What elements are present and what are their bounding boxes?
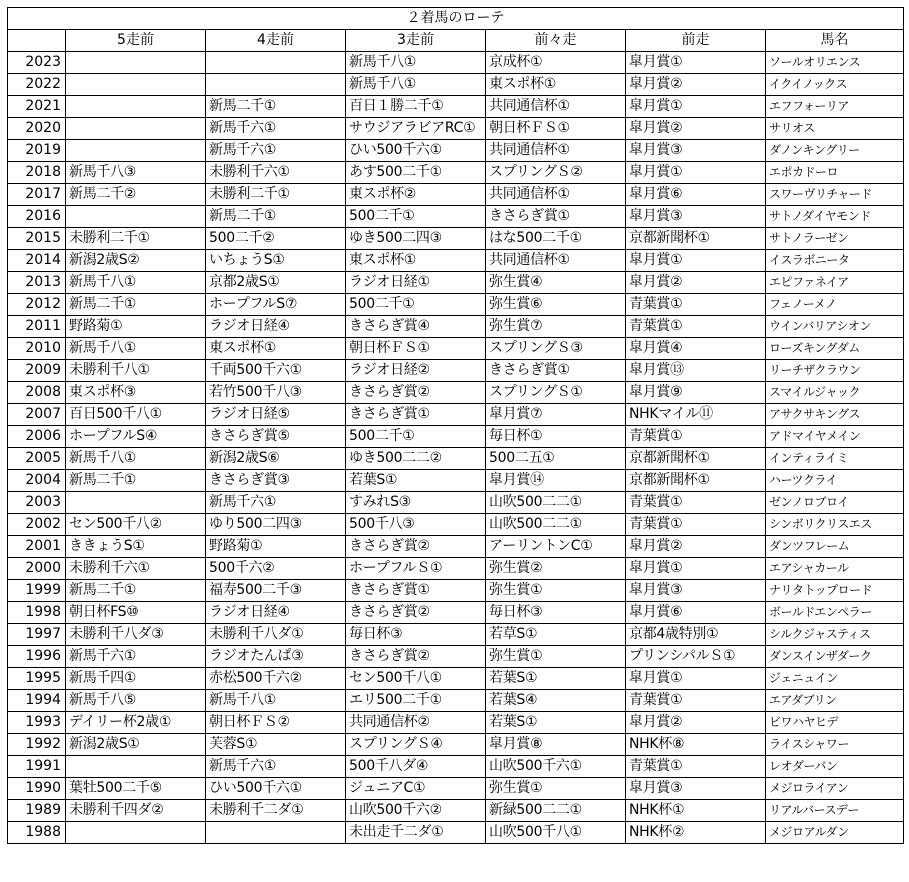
race-5-ago-cell[interactable]: ききょうS①	[66, 536, 206, 558]
table-row	[8, 96, 904, 118]
race-5-ago-cell[interactable]: 未勝利千四ダ②	[66, 800, 206, 822]
table-row	[8, 602, 904, 624]
race-4-ago-cell[interactable]: ラジオ日経④	[206, 316, 346, 338]
horse-name-cell[interactable]: ウインバリアシオン	[766, 316, 904, 338]
header-3-races-ago[interactable]: 3走前	[346, 30, 486, 52]
race-3-ago-cell[interactable]: きさらぎ賞②	[346, 382, 486, 404]
race-4-ago-cell[interactable]: 新馬千八①	[206, 690, 346, 712]
horse-name-cell[interactable]: エアシャカール	[766, 558, 904, 580]
race-3-ago-cell[interactable]: ひい500千六①	[346, 140, 486, 162]
year-cell[interactable]: 2018	[8, 162, 66, 184]
table-row	[8, 250, 904, 272]
table-row	[8, 624, 904, 646]
race-4-ago-cell[interactable]: 未勝利千二ダ①	[206, 800, 346, 822]
race-2-ago-cell[interactable]: 若葉S④	[486, 690, 626, 712]
horse-name-cell[interactable]: シンボリクリスエス	[766, 514, 904, 536]
race-5-ago-cell[interactable]: 未勝利千八ダ③	[66, 624, 206, 646]
previous-race-cell[interactable]: 皐月賞①	[626, 96, 766, 118]
previous-race-cell[interactable]: 皐月賞②	[626, 272, 766, 294]
horse-name-cell[interactable]: ダンツフレーム	[766, 536, 904, 558]
previous-race-cell[interactable]: NHK杯②	[626, 822, 766, 844]
horse-name-cell[interactable]: ソールオリエンス	[766, 52, 904, 74]
year-cell[interactable]: 1988	[8, 822, 66, 844]
horse-name-cell[interactable]: ゼンノロブロイ	[766, 492, 904, 514]
race-4-ago-cell[interactable]: 未勝利千八ダ①	[206, 624, 346, 646]
race-5-ago-cell[interactable]: 新潟2歳S①	[66, 734, 206, 756]
race-3-ago-cell[interactable]: ラジオ日経②	[346, 360, 486, 382]
horse-name-cell[interactable]: ダノンキングリー	[766, 140, 904, 162]
race-3-ago-cell[interactable]: スプリングＳ④	[346, 734, 486, 756]
table-row	[8, 646, 904, 668]
race-2-ago-cell[interactable]: 東スポ杯①	[486, 74, 626, 96]
table-row	[8, 360, 904, 382]
race-5-ago-cell[interactable]	[66, 118, 206, 140]
year-cell[interactable]: 2020	[8, 118, 66, 140]
year-cell[interactable]: 1991	[8, 756, 66, 778]
horse-name-cell[interactable]: サトノラーゼン	[766, 228, 904, 250]
race-3-ago-cell[interactable]: ラジオ日経①	[346, 272, 486, 294]
race-2-ago-cell[interactable]: 若葉S①	[486, 668, 626, 690]
horse-name-cell[interactable]: レオダーバン	[766, 756, 904, 778]
race-2-ago-cell[interactable]: 毎日杯③	[486, 602, 626, 624]
header-5-races-ago[interactable]: 5走前	[66, 30, 206, 52]
race-4-ago-cell[interactable]: 新馬二千①	[206, 96, 346, 118]
race-4-ago-cell[interactable]: 福寿500二千③	[206, 580, 346, 602]
race-5-ago-cell[interactable]: 新馬千八①	[66, 272, 206, 294]
race-2-ago-cell[interactable]: きさらぎ賞①	[486, 360, 626, 382]
race-2-ago-cell[interactable]: 山吹500二二①	[486, 514, 626, 536]
race-5-ago-cell[interactable]	[66, 52, 206, 74]
race-2-ago-cell[interactable]: 山吹500二二①	[486, 492, 626, 514]
previous-race-cell[interactable]: 青葉賞①	[626, 294, 766, 316]
race-4-ago-cell[interactable]: 未勝利二千①	[206, 184, 346, 206]
previous-race-cell[interactable]: プリンシパルＳ①	[626, 646, 766, 668]
table-row	[8, 492, 904, 514]
race-4-ago-cell[interactable]: 新潟2歳S⑥	[206, 448, 346, 470]
previous-race-cell[interactable]: NHK杯①	[626, 800, 766, 822]
race-2-ago-cell[interactable]: 弥生賞⑥	[486, 294, 626, 316]
year-cell[interactable]: 2008	[8, 382, 66, 404]
race-2-ago-cell[interactable]: 弥生賞①	[486, 778, 626, 800]
horse-name-cell[interactable]: エポカドーロ	[766, 162, 904, 184]
race-2-ago-cell[interactable]: 共同通信杯①	[486, 140, 626, 162]
race-5-ago-cell[interactable]: 葉牡500二千⑤	[66, 778, 206, 800]
race-3-ago-cell[interactable]: 未出走千二ダ①	[346, 822, 486, 844]
previous-race-cell[interactable]: 皐月賞③	[626, 140, 766, 162]
race-5-ago-cell[interactable]	[66, 822, 206, 844]
race-2-ago-cell[interactable]: 皐月賞⑧	[486, 734, 626, 756]
year-cell[interactable]: 1998	[8, 602, 66, 624]
race-4-ago-cell[interactable]: 芙蓉S①	[206, 734, 346, 756]
race-3-ago-cell[interactable]: 山吹500千六②	[346, 800, 486, 822]
race-5-ago-cell[interactable]: 新馬千四①	[66, 668, 206, 690]
horse-name-cell[interactable]: エフフォーリア	[766, 96, 904, 118]
table-row	[8, 778, 904, 800]
previous-race-cell[interactable]: 京都新聞杯①	[626, 228, 766, 250]
horse-name-cell[interactable]: ビワハヤヒデ	[766, 712, 904, 734]
year-cell[interactable]: 2017	[8, 184, 66, 206]
horse-name-cell[interactable]: エアダブリン	[766, 690, 904, 712]
race-5-ago-cell[interactable]: 百日500千八①	[66, 404, 206, 426]
race-3-ago-cell[interactable]: ゆき500二四③	[346, 228, 486, 250]
race-2-ago-cell[interactable]: 皐月賞⑦	[486, 404, 626, 426]
year-cell[interactable]: 2004	[8, 470, 66, 492]
race-5-ago-cell[interactable]: 新馬千六①	[66, 646, 206, 668]
race-5-ago-cell[interactable]: 新馬二千①	[66, 294, 206, 316]
table-row	[8, 52, 904, 74]
race-2-ago-cell[interactable]: 京成杯①	[486, 52, 626, 74]
race-4-ago-cell[interactable]: 赤松500千六②	[206, 668, 346, 690]
race-4-ago-cell[interactable]: ゆり500二四③	[206, 514, 346, 536]
race-4-ago-cell[interactable]	[206, 74, 346, 96]
year-cell[interactable]: 2019	[8, 140, 66, 162]
race-3-ago-cell[interactable]: ホープフルＳ①	[346, 558, 486, 580]
race-4-ago-cell[interactable]: 若竹500千八③	[206, 382, 346, 404]
race-4-ago-cell[interactable]: きさらぎ賞⑤	[206, 426, 346, 448]
previous-race-cell[interactable]: 皐月賞②	[626, 74, 766, 96]
race-4-ago-cell[interactable]: 新馬二千①	[206, 206, 346, 228]
table-row	[8, 162, 904, 184]
race-5-ago-cell[interactable]: 新馬二千②	[66, 184, 206, 206]
previous-race-cell[interactable]: 皐月賞①	[626, 558, 766, 580]
table-row	[8, 338, 904, 360]
race-3-ago-cell[interactable]: ジュニアC①	[346, 778, 486, 800]
previous-race-cell[interactable]: 皐月賞①	[626, 250, 766, 272]
race-5-ago-cell[interactable]	[66, 96, 206, 118]
race-2-ago-cell[interactable]: スプリングＳ①	[486, 382, 626, 404]
race-3-ago-cell[interactable]: 500千八ダ④	[346, 756, 486, 778]
header-year[interactable]	[8, 30, 66, 52]
race-4-ago-cell[interactable]: 500二千②	[206, 228, 346, 250]
table-row	[8, 448, 904, 470]
race-3-ago-cell[interactable]: セン500千八①	[346, 668, 486, 690]
year-cell[interactable]: 1995	[8, 668, 66, 690]
year-cell[interactable]: 2021	[8, 96, 66, 118]
year-cell[interactable]: 2006	[8, 426, 66, 448]
race-5-ago-cell[interactable]	[66, 140, 206, 162]
race-4-ago-cell[interactable]	[206, 52, 346, 74]
previous-race-cell[interactable]: 青葉賞①	[626, 756, 766, 778]
race-3-ago-cell[interactable]: あす500二千①	[346, 162, 486, 184]
year-cell[interactable]: 2001	[8, 536, 66, 558]
race-2-ago-cell[interactable]: はな500二千①	[486, 228, 626, 250]
race-3-ago-cell[interactable]: エリ500二千①	[346, 690, 486, 712]
previous-race-cell[interactable]: 皐月賞③	[626, 778, 766, 800]
previous-race-cell[interactable]: 皐月賞①	[626, 668, 766, 690]
horse-name-cell[interactable]: アドマイヤメイン	[766, 426, 904, 448]
previous-race-cell[interactable]: 皐月賞②	[626, 118, 766, 140]
table-row	[8, 536, 904, 558]
race-2-ago-cell[interactable]: 山吹500千八①	[486, 822, 626, 844]
previous-race-cell[interactable]: 皐月賞④	[626, 338, 766, 360]
horse-name-cell[interactable]: ローズキングダム	[766, 338, 904, 360]
table-row	[8, 404, 904, 426]
year-cell[interactable]: 1992	[8, 734, 66, 756]
race-5-ago-cell[interactable]: 朝日杯FS⑩	[66, 602, 206, 624]
race-3-ago-cell[interactable]: 新馬千八①	[346, 74, 486, 96]
previous-race-cell[interactable]: 皐月賞⑥	[626, 602, 766, 624]
previous-race-cell[interactable]: 青葉賞①	[626, 690, 766, 712]
race-5-ago-cell[interactable]: 新馬千八⑤	[66, 690, 206, 712]
race-4-ago-cell[interactable]: 500千六②	[206, 558, 346, 580]
table-title[interactable]: ２着馬のローテ	[8, 8, 904, 30]
race-5-ago-cell[interactable]: デイリー杯2歳①	[66, 712, 206, 734]
race-3-ago-cell[interactable]: 百日１勝二千①	[346, 96, 486, 118]
race-2-ago-cell[interactable]: 朝日杯ＦＳ①	[486, 118, 626, 140]
table-row	[8, 580, 904, 602]
previous-race-cell[interactable]: 皐月賞②	[626, 712, 766, 734]
previous-race-cell[interactable]: 青葉賞①	[626, 514, 766, 536]
horse-name-cell[interactable]: ボールドエンペラー	[766, 602, 904, 624]
year-cell[interactable]: 1989	[8, 800, 66, 822]
race-2-ago-cell[interactable]: 若草S①	[486, 624, 626, 646]
race-2-ago-cell[interactable]: 毎日杯①	[486, 426, 626, 448]
year-cell[interactable]: 2023	[8, 52, 66, 74]
previous-race-cell[interactable]: 皐月賞②	[626, 536, 766, 558]
table-row	[8, 206, 904, 228]
previous-race-cell[interactable]: 皐月賞⑬	[626, 360, 766, 382]
previous-race-cell[interactable]: 皐月賞③	[626, 580, 766, 602]
race-3-ago-cell[interactable]: サウジアラビアRC①	[346, 118, 486, 140]
race-2-ago-cell[interactable]: 弥生賞④	[486, 272, 626, 294]
race-2-ago-cell[interactable]: 皐月賞⑭	[486, 470, 626, 492]
race-3-ago-cell[interactable]: 朝日杯ＦＳ①	[346, 338, 486, 360]
race-4-ago-cell[interactable]: 野路菊①	[206, 536, 346, 558]
table-row	[8, 756, 904, 778]
previous-race-cell[interactable]: 皐月賞①	[626, 52, 766, 74]
horse-name-cell[interactable]: ハーツクライ	[766, 470, 904, 492]
race-3-ago-cell[interactable]: 500千八③	[346, 514, 486, 536]
race-4-ago-cell[interactable]: いちょうS①	[206, 250, 346, 272]
horse-name-cell[interactable]: エピファネイア	[766, 272, 904, 294]
race-2-ago-cell[interactable]: スプリングＳ③	[486, 338, 626, 360]
race-4-ago-cell[interactable]: ラジオ日経④	[206, 602, 346, 624]
table-row	[8, 74, 904, 96]
horse-name-cell[interactable]: サトノダイヤモンド	[766, 206, 904, 228]
year-cell[interactable]: 2013	[8, 272, 66, 294]
race-5-ago-cell[interactable]: 新馬千八①	[66, 338, 206, 360]
race-2-ago-cell[interactable]: 共同通信杯①	[486, 96, 626, 118]
horse-name-cell[interactable]: スワーヴリチャード	[766, 184, 904, 206]
race-5-ago-cell[interactable]: 新馬千八③	[66, 162, 206, 184]
race-4-ago-cell[interactable]: 未勝利千六①	[206, 162, 346, 184]
year-cell[interactable]: 2015	[8, 228, 66, 250]
horse-name-cell[interactable]: シルクジャスティス	[766, 624, 904, 646]
table-row	[8, 294, 904, 316]
race-3-ago-cell[interactable]: すみれS③	[346, 492, 486, 514]
horse-name-cell[interactable]: スマイルジャック	[766, 382, 904, 404]
race-4-ago-cell[interactable]: ひい500千六①	[206, 778, 346, 800]
race-4-ago-cell[interactable]: 新馬千六①	[206, 140, 346, 162]
year-cell[interactable]: 2007	[8, 404, 66, 426]
race-5-ago-cell[interactable]: 新潟2歳S②	[66, 250, 206, 272]
race-3-ago-cell[interactable]: 若葉S①	[346, 470, 486, 492]
race-3-ago-cell[interactable]: きさらぎ賞②	[346, 536, 486, 558]
race-5-ago-cell[interactable]: 未勝利二千①	[66, 228, 206, 250]
table-row	[8, 140, 904, 162]
horse-name-cell[interactable]: イクイノックス	[766, 74, 904, 96]
horse-name-cell[interactable]: リアルバースデー	[766, 800, 904, 822]
race-3-ago-cell[interactable]: 東スポ杯①	[346, 250, 486, 272]
year-cell[interactable]: 2016	[8, 206, 66, 228]
header-horse-name[interactable]: 馬名	[766, 30, 904, 52]
year-cell[interactable]: 2011	[8, 316, 66, 338]
table-row	[8, 690, 904, 712]
race-3-ago-cell[interactable]: きさらぎ賞②	[346, 646, 486, 668]
horse-name-cell[interactable]: ジェニュイン	[766, 668, 904, 690]
previous-race-cell[interactable]: 皐月賞⑥	[626, 184, 766, 206]
table-row	[8, 800, 904, 822]
race-5-ago-cell[interactable]: ホープフルS④	[66, 426, 206, 448]
horse-name-cell[interactable]: フェノーメノ	[766, 294, 904, 316]
race-2-ago-cell[interactable]: 弥生賞⑦	[486, 316, 626, 338]
horse-name-cell[interactable]: ナリタトップロード	[766, 580, 904, 602]
race-5-ago-cell[interactable]: 東スポ杯③	[66, 382, 206, 404]
previous-race-cell[interactable]: 青葉賞①	[626, 316, 766, 338]
previous-race-cell[interactable]: 京都新聞杯①	[626, 448, 766, 470]
year-cell[interactable]: 2003	[8, 492, 66, 514]
race-2-ago-cell[interactable]: 500二五①	[486, 448, 626, 470]
previous-race-cell[interactable]: 皐月賞①	[626, 162, 766, 184]
year-cell[interactable]: 1996	[8, 646, 66, 668]
table-row	[8, 228, 904, 250]
horse-name-cell[interactable]: インティライミ	[766, 448, 904, 470]
table-row	[8, 382, 904, 404]
race-4-ago-cell[interactable]: 新馬千六①	[206, 118, 346, 140]
horse-name-cell[interactable]: ライスシャワー	[766, 734, 904, 756]
previous-race-cell[interactable]: 青葉賞①	[626, 492, 766, 514]
previous-race-cell[interactable]: 皐月賞③	[626, 206, 766, 228]
horse-name-cell[interactable]: メジロライアン	[766, 778, 904, 800]
previous-race-cell[interactable]: 青葉賞①	[626, 426, 766, 448]
year-cell[interactable]: 2012	[8, 294, 66, 316]
race-3-ago-cell[interactable]: 共同通信杯②	[346, 712, 486, 734]
horse-name-cell[interactable]: リーチザクラウン	[766, 360, 904, 382]
header-4-races-ago[interactable]: 4走前	[206, 30, 346, 52]
year-cell[interactable]: 1999	[8, 580, 66, 602]
race-4-ago-cell[interactable]: 東スポ杯①	[206, 338, 346, 360]
race-2-ago-cell[interactable]: 新緑500二二①	[486, 800, 626, 822]
header-row	[8, 30, 904, 52]
race-4-ago-cell[interactable]: ラジオ日経⑤	[206, 404, 346, 426]
race-2-ago-cell[interactable]: 若葉S①	[486, 712, 626, 734]
race-5-ago-cell[interactable]: 新馬二千①	[66, 470, 206, 492]
race-2-ago-cell[interactable]: 山吹500千六①	[486, 756, 626, 778]
race-3-ago-cell[interactable]: 500二千①	[346, 294, 486, 316]
table-row	[8, 558, 904, 580]
year-cell[interactable]: 1993	[8, 712, 66, 734]
previous-race-cell[interactable]: NHKマイル⑪	[626, 404, 766, 426]
previous-race-cell[interactable]: 京都4歳特別①	[626, 624, 766, 646]
horse-name-cell[interactable]: メジロアルダン	[766, 822, 904, 844]
race-2-ago-cell[interactable]: 弥生賞①	[486, 646, 626, 668]
year-cell[interactable]: 2010	[8, 338, 66, 360]
race-3-ago-cell[interactable]: 毎日杯③	[346, 624, 486, 646]
table-row	[8, 272, 904, 294]
year-cell[interactable]: 2000	[8, 558, 66, 580]
table-row	[8, 184, 904, 206]
race-5-ago-cell[interactable]: 未勝利千八①	[66, 360, 206, 382]
race-2-ago-cell[interactable]: 共同通信杯①	[486, 250, 626, 272]
previous-race-cell[interactable]: 皐月賞⑨	[626, 382, 766, 404]
header-previous-race[interactable]: 前走	[626, 30, 766, 52]
race-5-ago-cell[interactable]: 未勝利千六①	[66, 558, 206, 580]
race-4-ago-cell[interactable]: 新馬千六①	[206, 756, 346, 778]
table-row	[8, 822, 904, 844]
year-cell[interactable]: 1994	[8, 690, 66, 712]
race-3-ago-cell[interactable]: きさらぎ賞②	[346, 602, 486, 624]
table-row	[8, 514, 904, 536]
previous-race-cell[interactable]: 京都新聞杯①	[626, 470, 766, 492]
table-row	[8, 470, 904, 492]
year-cell[interactable]: 2022	[8, 74, 66, 96]
race-4-ago-cell[interactable]	[206, 822, 346, 844]
race-4-ago-cell[interactable]: 千両500千六①	[206, 360, 346, 382]
race-4-ago-cell[interactable]: ホープフルS⑦	[206, 294, 346, 316]
race-3-ago-cell[interactable]: きさらぎ賞④	[346, 316, 486, 338]
race-5-ago-cell[interactable]: セン500千八②	[66, 514, 206, 536]
race-4-ago-cell[interactable]: 朝日杯ＦＳ②	[206, 712, 346, 734]
race-2-ago-cell[interactable]: スプリングＳ②	[486, 162, 626, 184]
race-5-ago-cell[interactable]: 新馬千八①	[66, 448, 206, 470]
year-cell[interactable]: 1997	[8, 624, 66, 646]
race-5-ago-cell[interactable]	[66, 492, 206, 514]
race-2-ago-cell[interactable]: きさらぎ賞①	[486, 206, 626, 228]
table-row	[8, 426, 904, 448]
race-5-ago-cell[interactable]	[66, 206, 206, 228]
race-2-ago-cell[interactable]: アーリントンC①	[486, 536, 626, 558]
header-2-races-ago[interactable]: 前々走	[486, 30, 626, 52]
race-4-ago-cell[interactable]: ラジオたんぱ③	[206, 646, 346, 668]
race-3-ago-cell[interactable]: 500二千①	[346, 206, 486, 228]
rotation-table	[7, 7, 904, 844]
horse-name-cell[interactable]: イスラボニータ	[766, 250, 904, 272]
race-3-ago-cell[interactable]: きさらぎ賞①	[346, 404, 486, 426]
race-5-ago-cell[interactable]: 野路菊①	[66, 316, 206, 338]
table-row	[8, 118, 904, 140]
race-5-ago-cell[interactable]	[66, 74, 206, 96]
year-cell[interactable]: 1990	[8, 778, 66, 800]
race-4-ago-cell[interactable]: 新馬千六①	[206, 492, 346, 514]
race-2-ago-cell[interactable]: 弥生賞②	[486, 558, 626, 580]
table-row	[8, 668, 904, 690]
table-row	[8, 316, 904, 338]
horse-name-cell[interactable]: アサクサキングス	[766, 404, 904, 426]
race-3-ago-cell[interactable]: 新馬千八①	[346, 52, 486, 74]
year-cell[interactable]: 2009	[8, 360, 66, 382]
year-cell[interactable]: 2014	[8, 250, 66, 272]
race-4-ago-cell[interactable]: 京都2歳S①	[206, 272, 346, 294]
race-4-ago-cell[interactable]: きさらぎ賞③	[206, 470, 346, 492]
race-3-ago-cell[interactable]: きさらぎ賞①	[346, 580, 486, 602]
race-2-ago-cell[interactable]: 弥生賞①	[486, 580, 626, 602]
race-2-ago-cell[interactable]: 共同通信杯①	[486, 184, 626, 206]
race-3-ago-cell[interactable]: ゆき500二二②	[346, 448, 486, 470]
race-3-ago-cell[interactable]: 500二千①	[346, 426, 486, 448]
race-5-ago-cell[interactable]: 新馬二千①	[66, 580, 206, 602]
horse-name-cell[interactable]: ダンスインザダーク	[766, 646, 904, 668]
year-cell[interactable]: 2005	[8, 448, 66, 470]
year-cell[interactable]: 2002	[8, 514, 66, 536]
table-row	[8, 712, 904, 734]
horse-name-cell[interactable]: サリオス	[766, 118, 904, 140]
previous-race-cell[interactable]: NHK杯⑧	[626, 734, 766, 756]
table-row	[8, 734, 904, 756]
race-3-ago-cell[interactable]: 東スポ杯②	[346, 184, 486, 206]
race-5-ago-cell[interactable]	[66, 756, 206, 778]
